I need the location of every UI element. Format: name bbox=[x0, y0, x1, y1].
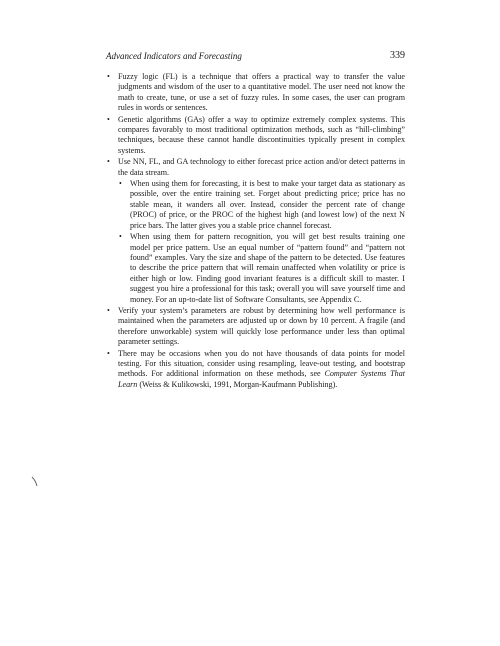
bullet-icon: • bbox=[107, 305, 110, 315]
bullet-icon: • bbox=[107, 114, 110, 124]
list-item-text: Genetic algorithms (GAs) offer a way to optimize extremely complex systems. This compares favorably to most traditional optimization methods, such as “hill-climbing” techniques, because these cannot handle discontinuities typically present in complex systems. bbox=[118, 114, 405, 155]
list-item-nn-fl-ga bbox=[106, 157, 405, 305]
running-head bbox=[106, 50, 405, 64]
bullet-icon: • bbox=[119, 232, 122, 242]
sub-bullet-list bbox=[118, 179, 405, 305]
bullet-icon: • bbox=[107, 348, 110, 358]
bullet-icon: • bbox=[119, 179, 122, 189]
bullet-list bbox=[106, 72, 405, 390]
running-title: Advanced Indicators and Forecasting bbox=[106, 51, 242, 61]
scan-artifact-mark bbox=[30, 475, 42, 489]
sub-list-item-pattern-recognition bbox=[118, 232, 405, 305]
list-item-text: Verify your system’s parameters are robust by determining how well performance is maintained when the parameters are adjusted up or down by 10 percent. A fragile (and therefore unworkable) system will quickly lose performance under less than optimal parameter settings. bbox=[118, 305, 405, 347]
sub-list-item-text: When using them for pattern recognition, you will get best results training one model per price pattern. Use an equal number of “pattern found” and “pattern not found” examples. Vary the size and shape of the pattern to be detected. Use features to describe the price pattern that will remain unaffected when volatility or price is either high or low. Finding good invariant features is a difficult skill to master. I suggest you hire a professional for this task; overall you will save yourself time and money. For an up-to-date list of Software Consultants, see Appendix C. bbox=[130, 232, 405, 304]
list-item-text-after: (Weiss & Kulikowski, 1991, Morgan-Kaufmann Publishing). bbox=[137, 379, 338, 389]
sub-list-item-text: When using them for forecasting, it is best to make your target data as stationary as possible, over the entire training set. Forget about predicting price; price has no stable mean, it wanders all over. Instead, consider the percent rate of change (PROC) of price, or the PROC of the highest high (and lowest low) of the next N price bars. The latter gives you a stable price channel forecast. bbox=[130, 179, 405, 230]
body-text bbox=[106, 72, 405, 391]
bullet-icon: • bbox=[107, 72, 110, 81]
list-item-text: Use NN, FL, and GA technology to either forecast price action and/or detect patterns in the data stream. bbox=[118, 157, 405, 177]
page-number: 339 bbox=[390, 50, 405, 61]
list-item-resampling bbox=[106, 349, 405, 391]
book-title: Computer Systems That Learn bbox=[118, 369, 405, 389]
sub-list-item-forecasting bbox=[118, 179, 405, 231]
list-item-genetic-algorithms bbox=[106, 115, 405, 157]
list-item-robust-parameters bbox=[106, 306, 405, 348]
bullet-icon: • bbox=[107, 157, 110, 167]
list-item-fuzzy-logic bbox=[106, 72, 405, 114]
list-item-text: Fuzzy logic (FL) is a technique that offers a practical way to transfer the value judgments and wisdom of the user to a quantitative model. The user need not know the math to create, tune, or use a set of fuzzy rules. In some cases, the user can program rules in words or sentences. bbox=[118, 72, 405, 113]
list-item-text-before: There may be occasions when you do not have thousands of data points for model testing. For this situation, consider using resampling, leave-out testing, and bootstrap methods. For additional information on these methods, see bbox=[118, 348, 405, 379]
